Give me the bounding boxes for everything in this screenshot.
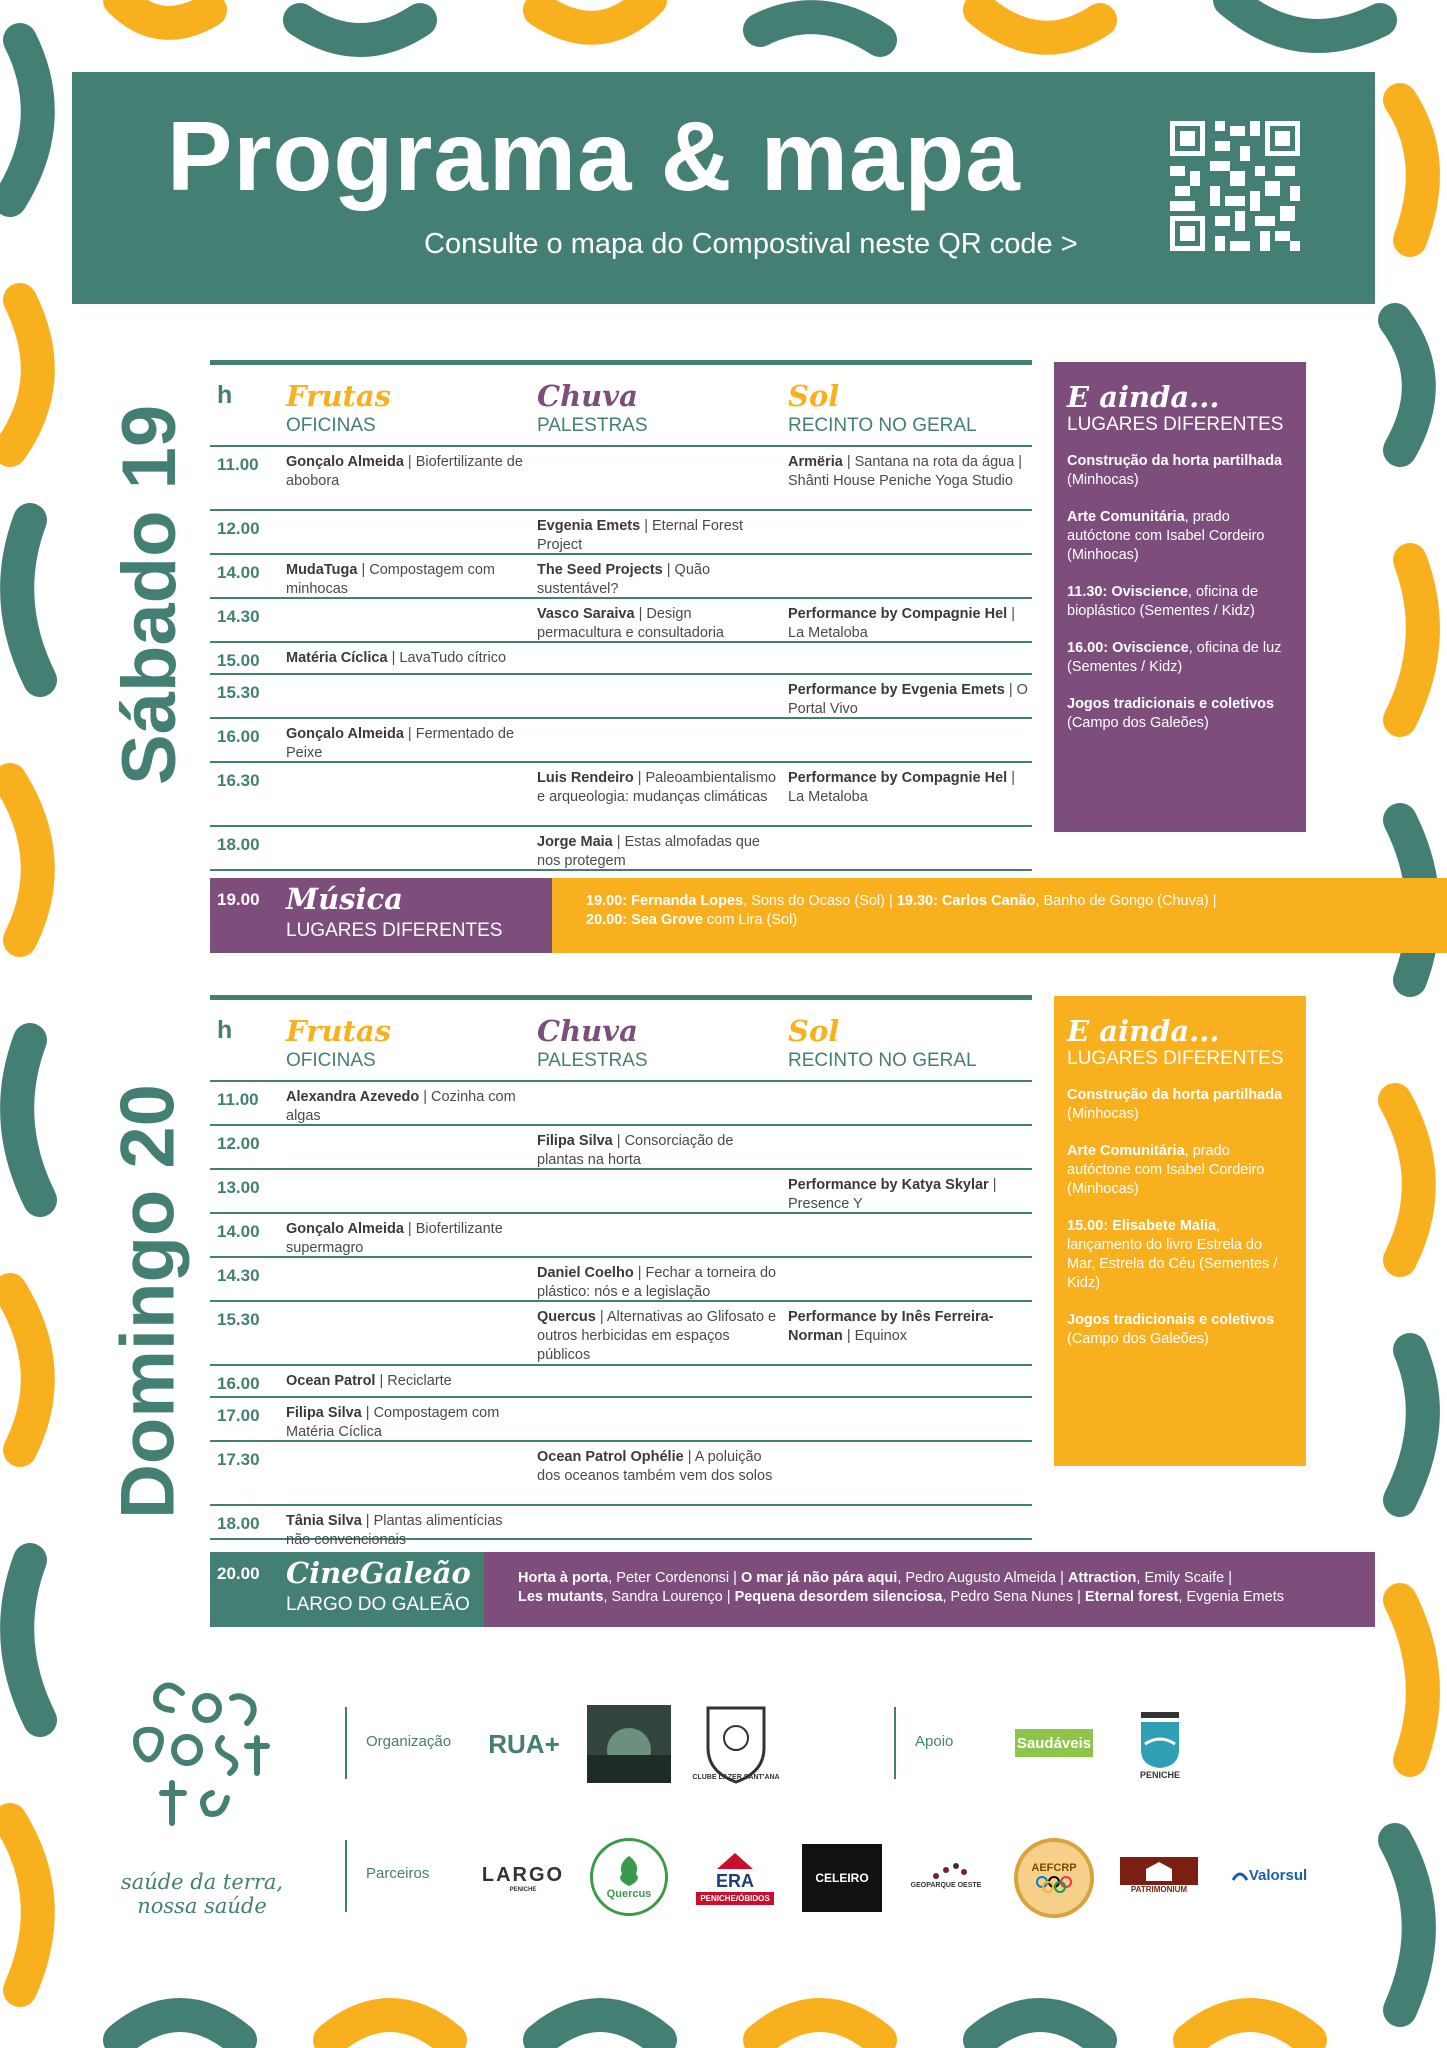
- materia-ciclica-image-icon: [587, 1705, 671, 1783]
- row-time: 16.30: [217, 771, 260, 790]
- oak-leaf-icon: [612, 1854, 646, 1888]
- table-row: [210, 1506, 1032, 1548]
- event-cell: Evgenia Emets | Eternal Forest Project: [537, 518, 744, 553]
- saturday-program-table: [210, 360, 1032, 871]
- event-cell: Matéria Cíclica | LavaTudo cítrico: [286, 650, 507, 666]
- event-cell: Gonçalo Almeida | Fermentado de Peixe: [286, 726, 515, 761]
- extra-activity-item: Construção da horta partilhada (Minhocas): [1067, 453, 1283, 488]
- saturday-label: Sábado 19: [107, 404, 192, 785]
- table-row: [210, 555, 1032, 599]
- row-time: 11.00: [217, 455, 259, 474]
- event-cell: MudaTuga | Compostagem com minhocas: [286, 562, 495, 597]
- row-time: 16.00: [217, 1374, 260, 1393]
- event-cell: Filipa Silva | Compostagem com Matéria Cíclica: [286, 1405, 500, 1440]
- row-time: 16.00: [217, 727, 260, 746]
- clube-lazer-logo-text: CLUBE LAZER SANT'ANA: [692, 1773, 780, 1781]
- saturday-extra-panel: E ainda... LUGARES DIFERENTES Construção da horta partilhada (Minhocas) Arte Comunitária, prado autóctone com Isabel Cordeiro (Minhocas) 11.30: Oviscience, oficina de bioplástico (Sementes / Kidz) 16.00: Oviscience, oficina de luz (Sementes / Kidz) Jogos tradicionais e coletivos (Campo dos Galeões): [1054, 362, 1306, 832]
- event-cell: Filipa Silva | Consorciação de plantas na horta: [537, 1133, 734, 1168]
- geoparque-logo: GEOPARQUE OESTE: [905, 1852, 987, 1896]
- sunday-cinema-band: Horta à porta, Peter Cordenonsi | O mar já não pára aqui, Pedro Augusto Almeida | Attraction, Emily Scaife | Les mutants, Sandra Lourenço | Pequena desordem silenciosa, Pedro Sena Nunes | Eternal forest, Evgenia Emets: [484, 1552, 1375, 1627]
- rua-logo: RUA+: [488, 1728, 560, 1759]
- table-header: [210, 365, 1032, 447]
- sunday-program-table: [210, 995, 1032, 1548]
- table-row: [210, 763, 1032, 827]
- row-time: 12.00: [217, 1134, 260, 1153]
- extra-activity-item: 11.30: Oviscience, oficina de bioplástico (Sementes / Kidz): [1067, 584, 1259, 619]
- table-row: [210, 643, 1032, 675]
- page-title: Programa & mapa: [167, 101, 1021, 211]
- row-time: 15.30: [217, 683, 260, 702]
- event-cell: The Seed Projects | Quão sustentável?: [537, 562, 711, 597]
- row-time: 15.00: [217, 651, 260, 670]
- table-row: [210, 1302, 1032, 1366]
- table-row: [210, 1082, 1032, 1126]
- column-header-chuva: Chuva PALESTRAS: [537, 379, 648, 436]
- row-time: 15.30: [217, 1310, 260, 1329]
- compostival-logo: [112, 1668, 287, 1838]
- column-header-frutas: Frutas OFICINAS: [286, 1014, 391, 1071]
- table-row: [210, 447, 1032, 511]
- patrimonium-logo: PATRIMONIUM: [1118, 1852, 1200, 1898]
- row-time: 18.00: [217, 835, 260, 854]
- row-time: 12.00: [217, 519, 260, 538]
- row-time: 17.00: [217, 1406, 260, 1425]
- header-banner: [72, 72, 1375, 304]
- column-header-frutas: Frutas OFICINAS: [286, 379, 391, 436]
- column-header-sol: Sol RECINTO NO GERAL: [788, 379, 977, 436]
- event-cell: Performance by Evgenia Emets | O Portal Vivo: [788, 682, 1028, 717]
- table-row: [210, 1214, 1032, 1258]
- roof-icon: [715, 1851, 755, 1871]
- row-time: 14.30: [217, 607, 260, 626]
- largo-logo: LARGO PENICHE: [481, 1863, 565, 1893]
- row-time: 13.00: [217, 1178, 260, 1197]
- event-cell: Alexandra Azevedo | Cozinha com algas: [286, 1089, 516, 1124]
- event-cell: Quercus | Alternativas ao Glifosato e outros herbicidas em espaços públicos: [537, 1309, 777, 1363]
- event-cell: Luis Rendeiro | Paleoambientalismo e arqueologia: mudanças climáticas: [537, 770, 777, 805]
- table-row: [210, 511, 1032, 555]
- table-row: [210, 599, 1032, 643]
- footer-divider: [345, 1840, 347, 1912]
- table-row: [210, 827, 1032, 871]
- peniche-logo: PENICHE: [1135, 1704, 1185, 1786]
- municipality-crest-icon: [1137, 1710, 1183, 1770]
- table-header: h Frutas OFICINAS Chuva PALESTRAS Sol RECINTO NO GERAL: [210, 1000, 1032, 1082]
- event-cell: Gonçalo Almeida | Biofertilizante supermagro: [286, 1221, 503, 1256]
- sunday-cinema-label: 20.00 CineGaleão LARGO DO GALEÃO: [210, 1552, 484, 1627]
- organizacao-label: Organização: [366, 1733, 452, 1750]
- row-time: 14.00: [217, 1222, 260, 1241]
- materia-ciclica-logo: [587, 1705, 671, 1783]
- celeiro-logo: CELEIRO: [802, 1844, 882, 1912]
- valorsul-logo: Valorsul: [1224, 1860, 1314, 1890]
- aefcrp-logo: AEFCRP: [1014, 1838, 1094, 1918]
- table-row: [210, 675, 1032, 719]
- table-row: [210, 1258, 1032, 1302]
- extra-activity-item: 16.00: Oviscience, oficina de luz (Sementes / Kidz): [1067, 640, 1282, 675]
- table-row: [210, 1398, 1032, 1442]
- event-cell: Jorge Maia | Estas almofadas que nos protegem: [537, 834, 760, 869]
- qr-code-icon[interactable]: [1165, 116, 1305, 256]
- valorsul-mark-icon: [1231, 1866, 1249, 1884]
- row-time: 17.30: [217, 1450, 260, 1469]
- table-row: [210, 1170, 1032, 1214]
- row-time: 14.30: [217, 1266, 260, 1285]
- saturday-music-label: 19.00 Música LUGARES DIFERENTES: [210, 878, 552, 953]
- parceiros-label: Parceiros: [366, 1865, 430, 1882]
- event-cell: Daniel Coelho | Fechar a torneira do plástico: nós e a legislação: [537, 1265, 777, 1300]
- event-cell: Vasco Saraiva | Design permacultura e consultadoria: [537, 606, 724, 641]
- event-cell: Performance by Katya Skylar | Presence Y: [788, 1177, 997, 1212]
- column-header-chuva: Chuva PALESTRAS: [537, 1014, 648, 1071]
- brand-tagline: saúde da terra, nossa saúde: [120, 1870, 284, 1918]
- row-time: 18.00: [217, 1514, 260, 1533]
- hour-column-header: h: [217, 381, 233, 409]
- sunday-extra-panel: E ainda... LUGARES DIFERENTES Construção da horta partilhada (Minhocas) Arte Comunitária, prado autóctone com Isabel Cordeiro (Minhocas) 15.00: Elisabete Malia, lançamento do livro Estrela do Mar, Estrela do Céu (Sementes / Kidz) Jogos tradicionais e coletivos (Campo dos Galeões): [1054, 996, 1306, 1466]
- table-row: [210, 1442, 1032, 1506]
- apoio-label: Apoio: [915, 1733, 954, 1750]
- saudaveis-logo: Saudáveis: [1015, 1729, 1093, 1757]
- extra-activity-item: Jogos tradicionais e coletivos (Campo dos Galeões): [1067, 1312, 1275, 1347]
- row-time: 14.00: [217, 563, 260, 582]
- dots-icon: [916, 1860, 976, 1882]
- extra-activity-item: Arte Comunitária, prado autóctone com Isabel Cordeiro (Minhocas): [1067, 1143, 1265, 1197]
- table-row: [210, 719, 1032, 763]
- table-row: [210, 1126, 1032, 1170]
- event-cell: Performance by Compagnie Hel | La Metaloba: [788, 770, 1015, 805]
- column-header-sol: Sol RECINTO NO GERAL: [788, 1014, 977, 1071]
- olympic-rings-icon: [1034, 1874, 1074, 1894]
- building-icon: [1120, 1857, 1198, 1885]
- extra-activity-item: 15.00: Elisabete Malia, lançamento do livro Estrela do Mar, Estrela do Céu (Sementes / Kidz): [1067, 1218, 1278, 1291]
- saturday-music-band: 19.00: Fernanda Lopes, Sons do Ocaso (Sol) | 19.30: Carlos Canão, Banho de Gongo (Chuva) | 20.00: Sea Grove com Lira (Sol): [550, 878, 1447, 953]
- page-subtitle: Consulte o mapa do Compostival neste QR code >: [424, 228, 1078, 260]
- event-cell: Armëria | Santana na rota da água | Shânti House Peniche Yoga Studio: [788, 454, 1023, 489]
- event-cell: Tânia Silva | Plantas alimentícias não convencionais: [286, 1513, 503, 1548]
- table-row: [210, 1366, 1032, 1398]
- event-cell: Gonçalo Almeida | Biofertilizante de abobora: [286, 454, 523, 489]
- footer-divider: [345, 1707, 347, 1779]
- event-cell: Ocean Patrol | Reciclarte: [286, 1373, 452, 1389]
- event-cell: Performance by Inês Ferreira-Norman | Equinox: [788, 1309, 994, 1344]
- era-logo: ERA PENICHE/ÓBIDOS: [695, 1840, 775, 1916]
- quercus-logo: Quercus: [590, 1838, 668, 1916]
- extra-activity-item: Arte Comunitária, prado autóctone com Isabel Cordeiro (Minhocas): [1067, 509, 1265, 563]
- sunday-label: Domingo 20: [105, 1084, 191, 1519]
- event-cell: Performance by Compagnie Hel | La Metaloba: [788, 606, 1015, 641]
- event-cell: Ocean Patrol Ophélie | A poluição dos oceanos também vem dos solos: [537, 1449, 773, 1484]
- footer-divider: [894, 1707, 896, 1779]
- extra-activity-item: Construção da horta partilhada (Minhocas): [1067, 1087, 1283, 1122]
- row-time: 11.00: [217, 1090, 259, 1109]
- extra-activity-item: Jogos tradicionais e coletivos (Campo dos Galeões): [1067, 696, 1275, 731]
